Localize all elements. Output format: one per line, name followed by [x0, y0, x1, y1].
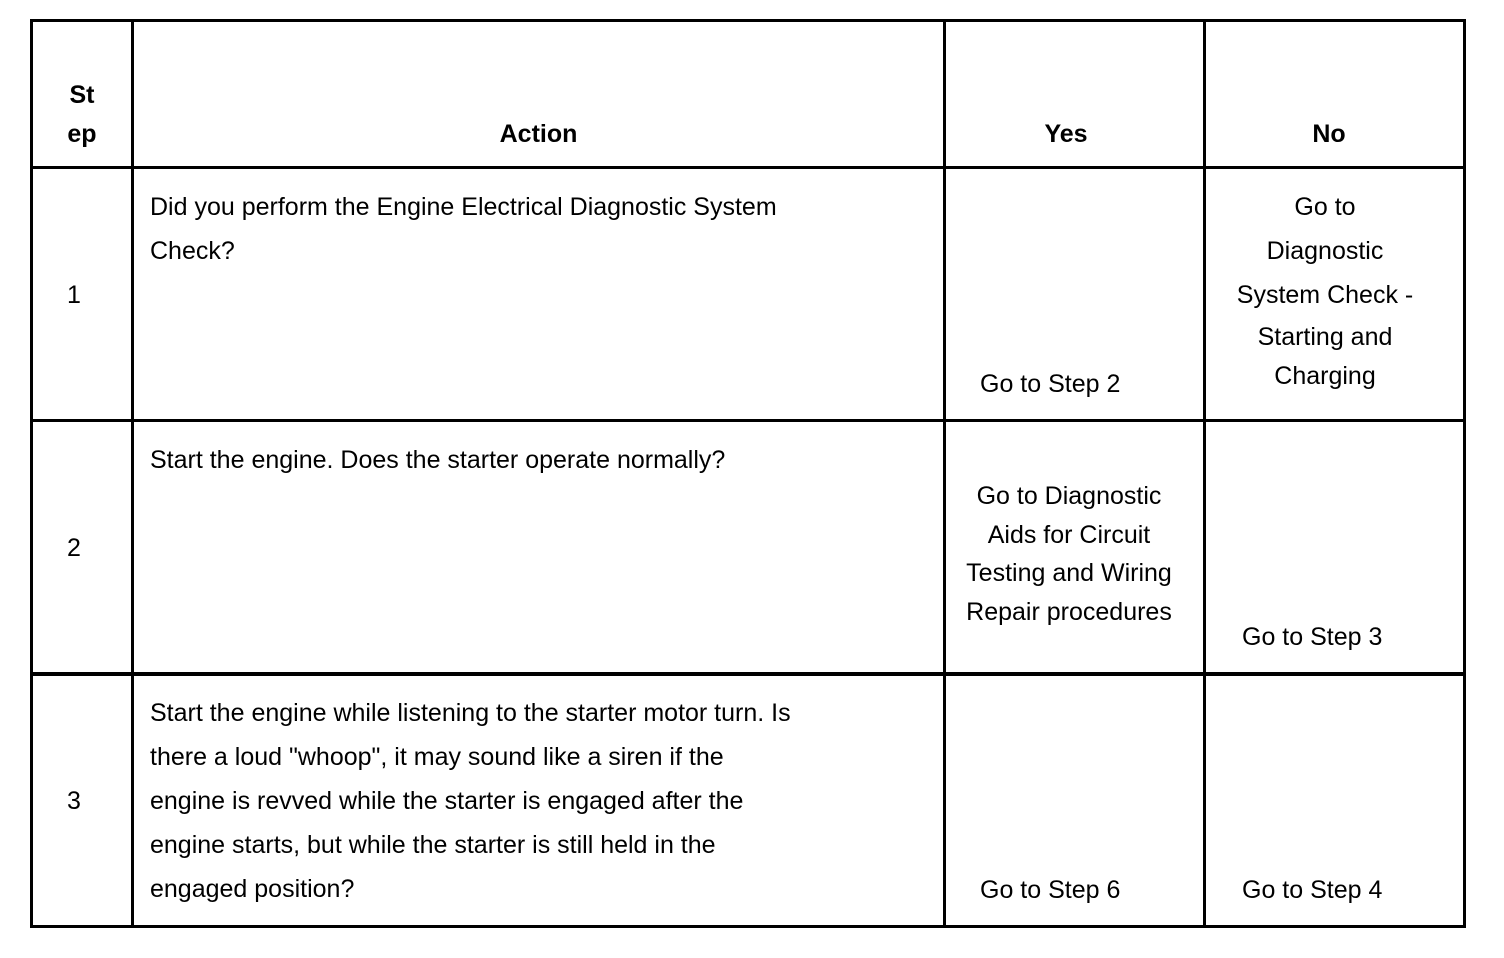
header-step: [33, 76, 131, 154]
grid-line-right: [1463, 19, 1466, 928]
header-action: Action: [499, 120, 578, 148]
action-text: [150, 691, 791, 911]
yes-line: Aids for Circuit: [987, 520, 1151, 549]
yes-line: Go to Step 6: [980, 876, 1121, 904]
step-number: 2: [67, 534, 81, 562]
no-cell: [1242, 868, 1382, 912]
no-line: Go to Step 3: [1242, 623, 1383, 651]
yes-line: Repair procedures: [966, 597, 1172, 626]
action-line: there a loud "whoop", it may sound like a siren if the: [150, 743, 724, 771]
grid-line-left: [30, 19, 33, 928]
grid-line-top: [30, 19, 1466, 22]
action-text: [150, 438, 725, 482]
yes-line: Testing and Wiring: [966, 559, 1172, 587]
yes-cell: [980, 362, 1120, 406]
grid-line-step-action: [131, 19, 134, 928]
no-line: Go to Step 4: [1242, 876, 1383, 904]
grid-line-header-bottom: [30, 166, 1466, 169]
step-number: 1: [67, 281, 81, 309]
step-number: 3: [67, 787, 81, 815]
action-line: engine starts, but while the starter is still held in the: [150, 831, 716, 859]
yes-line: Go to Diagnostic: [976, 482, 1162, 510]
yes-cell: [946, 477, 1192, 631]
action-text: [150, 185, 777, 273]
yes-line: Go to Step 2: [980, 370, 1121, 398]
header-step-line2: ep: [67, 120, 97, 148]
action-line: Check?: [150, 237, 235, 265]
header-no: No: [1312, 120, 1346, 148]
grid-line-row2-bottom: [30, 672, 1466, 676]
no-line: Diagnostic: [1266, 237, 1384, 265]
action-line: engine is revved while the starter is engaged after the: [150, 787, 744, 815]
action-line: Start the engine while listening to the starter motor turn. Is: [150, 699, 791, 727]
action-line: Start the engine. Does the starter operate normally?: [150, 446, 726, 474]
grid-line-bottom: [30, 925, 1466, 928]
no-line: System Check -: [1236, 281, 1414, 309]
grid-line-action-yes: [943, 19, 946, 928]
action-line: engaged position?: [150, 875, 355, 903]
no-cell: [1242, 615, 1382, 659]
grid-line-yes-no: [1203, 19, 1206, 928]
no-line: Charging: [1274, 362, 1376, 390]
header-yes: Yes: [1044, 120, 1088, 148]
no-cell: [1210, 185, 1440, 395]
no-line: Starting and: [1257, 323, 1393, 351]
action-line: Did you perform the Engine Electrical Diagnostic System: [150, 193, 777, 221]
no-line: Go to: [1294, 193, 1356, 221]
grid-line-row1-bottom: [30, 419, 1466, 422]
header-step-line1: St: [69, 81, 95, 109]
yes-cell: [980, 868, 1120, 912]
